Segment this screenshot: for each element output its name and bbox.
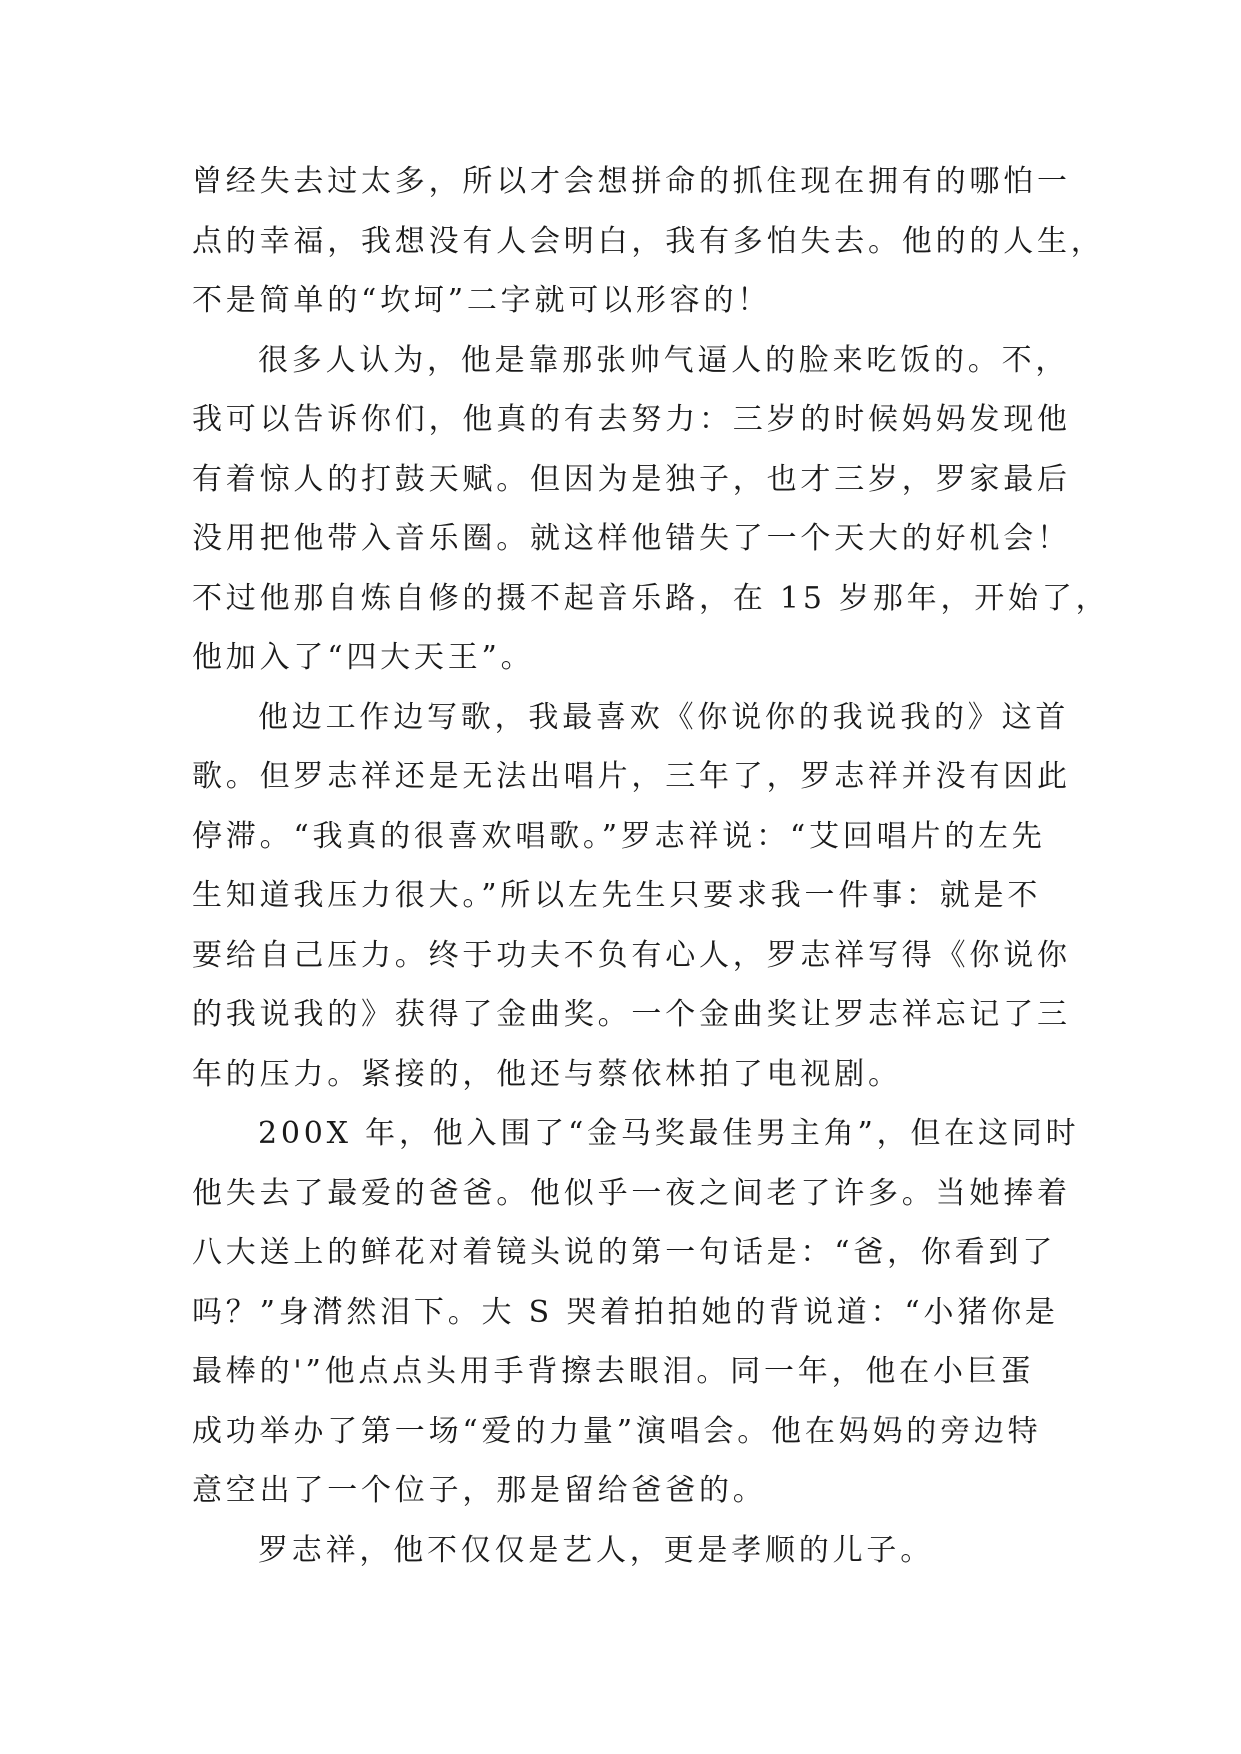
text-line: 成功举办了第一场“爱的力量”演唱会。他在妈妈的旁边特	[192, 1413, 1042, 1449]
text-line: 很多人认为，他是靠那张帅气逼人的脸来吃饭的。不，	[258, 342, 1070, 378]
paragraph	[192, 688, 1071, 1105]
text-line: 200X 年，他入围了“金马奖最佳男主角”，但在这同时	[258, 1116, 1080, 1151]
text-line: 最棒的'”他点点头用手背擦去眼泪。同一年，他在小巨蛋	[192, 1354, 1035, 1389]
text-line: 他失去了最爱的爸爸。他似乎一夜之间老了许多。当她捧着	[192, 1175, 1071, 1211]
text-line: 要给自己压力。终于功夫不负有心人，罗志祥写得《你说你	[192, 937, 1071, 973]
text-line: 生知道我压力很大。”所以左先生只要求我一件事：就是不	[192, 878, 1042, 913]
text-line: 歌。但罗志祥还是无法出唱片，三年了，罗志祥并没有因此	[192, 759, 1071, 794]
text-line: 点的幸福，我想没有人会明白，我有多怕失去。他的的人生，	[192, 223, 1105, 259]
text-line: 有着惊人的打鼓天赋。但因为是独子，也才三岁，罗家最后	[192, 461, 1071, 497]
text-line: 罗志祥，他不仅仅是艺人，更是孝顺的儿子。	[258, 1532, 934, 1568]
text-line: 八大送上的鲜花对着镜头说的第一句话是：“爸，你看到了	[192, 1235, 1057, 1270]
paragraph	[192, 1521, 1062, 1581]
document-body	[192, 152, 1110, 1580]
paragraph	[192, 152, 1105, 331]
text-line: 不过他那自炼自修的摄不起音乐路，在 15 岁那年，开始了，	[192, 580, 1110, 616]
text-line: 吗？”身潸然泪下。大 S 哭着拍拍她的背说道：“小猪你是	[192, 1294, 1059, 1330]
paragraph	[192, 331, 1110, 688]
text-line: 他边工作边写歌，我最喜欢《你说你的我说我的》这首	[258, 699, 1070, 735]
text-line: 不是简单的“坎坷”二字就可以形容的！	[192, 283, 772, 318]
text-line: 的我说我的》获得了金曲奖。一个金曲奖让罗志祥忘记了三	[192, 997, 1071, 1032]
text-line: 我可以告诉你们，他真的有去努力：三岁的时候妈妈发现他	[192, 402, 1071, 437]
text-line: 意空出了一个位子，那是留给爸爸的。	[192, 1473, 767, 1508]
paragraph	[192, 1104, 1080, 1521]
text-line: 年的压力。紧接的，他还与蔡依林拍了电视剧。	[192, 1056, 902, 1092]
text-line: 没用把他带入音乐圈。就这样他错失了一个天大的好机会！	[192, 521, 1071, 556]
text-line: 他加入了“四大天王”。	[192, 640, 535, 675]
text-line: 停滞。“我真的很喜欢唱歌。”罗志祥说：“艾回唱片的左先	[192, 818, 1046, 854]
text-line: 曾经失去过太多，所以才会想拼命的抓住现在拥有的哪怕一	[192, 164, 1071, 199]
